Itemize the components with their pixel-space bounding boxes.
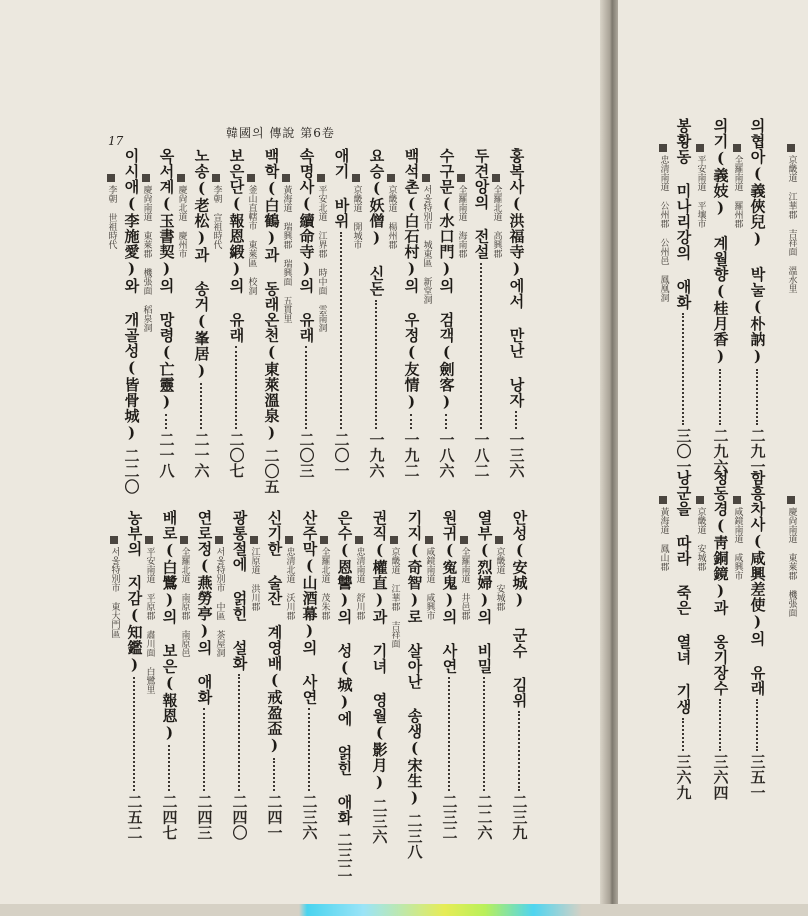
- toc-entry: [260, 148, 282, 495]
- location-text: 慶尙南道 東萊郡 機張面: [786, 507, 797, 617]
- bullet-icon: [696, 144, 704, 152]
- bullet-icon: [425, 536, 433, 544]
- bullet-icon: [285, 536, 293, 544]
- dot-leader: [480, 263, 482, 429]
- entry-page: 二三九: [510, 793, 529, 840]
- dot-leader: [410, 414, 412, 429]
- entry-title: 안성(安城) 군수 김위: [510, 510, 529, 708]
- entry-page: 二四三: [195, 793, 214, 840]
- entry-page: 一三六: [507, 431, 526, 478]
- dot-leader: [719, 699, 721, 751]
- entry-title: 의협아(義俠兒) 박눌(朴訥): [748, 118, 767, 366]
- entry-title: 의기(義妓) 계월향(桂月香): [711, 118, 730, 366]
- entry-page: 二一六: [192, 431, 211, 478]
- location-text: 全羅北道 高興郡: [491, 185, 502, 258]
- toc-entry: [295, 148, 317, 478]
- bullet-icon: [460, 536, 468, 544]
- dot-leader: [238, 674, 240, 791]
- toc-location: [103, 174, 119, 249]
- toc-location: [729, 496, 745, 580]
- entry-page: 二四〇: [230, 793, 249, 840]
- location-text: 黃海道 鳳山郡: [658, 507, 669, 571]
- dot-leader: [203, 708, 205, 791]
- bullet-icon: [492, 174, 500, 182]
- bullet-icon: [320, 536, 328, 544]
- entry-title: 원귀(寃鬼)의 사연: [440, 510, 459, 674]
- dot-leader: [682, 718, 684, 751]
- toc-location: [655, 144, 671, 302]
- toc-location: [783, 144, 799, 293]
- location-text: 京畿道 安城郡: [695, 507, 706, 571]
- location-text: 서울特別市 城東區 新堂洞: [421, 185, 432, 304]
- location-text: 平安南道 平壤市: [695, 155, 706, 228]
- bullet-icon: [390, 536, 398, 544]
- toc-entry: [435, 148, 457, 478]
- bullet-icon: [110, 536, 118, 544]
- bullet-icon: [659, 144, 667, 152]
- dot-leader: [308, 708, 310, 791]
- bullet-icon: [177, 174, 185, 182]
- entry-page: 三〇一: [674, 427, 693, 474]
- entry-page: 二〇五: [262, 448, 281, 495]
- toc-entry: [473, 510, 495, 840]
- entry-title: 열부(烈婦)의 비밀: [475, 510, 494, 674]
- toc-entry: [709, 470, 731, 800]
- location-text: 京畿道 江華郡 吉祥面: [389, 547, 400, 648]
- location-text: 忠淸南道 公州郡 公州邑 鳳凰洞: [658, 155, 669, 302]
- entry-title: 기지(奇智)로 살아난 송생(宋生): [405, 510, 424, 807]
- entry-title: 백석촌(白石村)의 우정(友情): [402, 148, 421, 411]
- bullet-icon: [457, 174, 465, 182]
- toc-entry: [505, 148, 527, 478]
- location-text: 江原道 洪川郡: [249, 547, 260, 611]
- entry-page: 一九二: [402, 431, 421, 478]
- toc-entry: [263, 510, 285, 840]
- location-text: 咸鏡南道 咸興市: [424, 547, 435, 620]
- scan-color-strip: [0, 904, 808, 916]
- toc-entry: [228, 510, 250, 840]
- toc-entry: [330, 148, 352, 478]
- dot-leader: [165, 414, 167, 429]
- entry-title: 백학(白鶴)과 동래온천(東萊溫泉): [262, 148, 281, 442]
- toc-entry: [746, 470, 768, 800]
- toc-entry: [403, 510, 425, 860]
- bullet-icon: [250, 536, 258, 544]
- toc-location: [692, 496, 708, 571]
- entry-page: 二三二: [440, 793, 459, 840]
- location-text: 全羅南道 羅州郡: [732, 155, 743, 228]
- bullet-icon: [355, 536, 363, 544]
- dot-leader: [719, 369, 721, 425]
- bullet-icon: [696, 496, 704, 504]
- bullet-icon: [180, 536, 188, 544]
- entry-title: 옥서계(玉書契)의 망령(亡靈): [157, 148, 176, 411]
- location-text: 全羅南道 海南郡: [456, 185, 467, 258]
- dot-leader: [448, 677, 450, 791]
- bullet-icon: [733, 496, 741, 504]
- entry-title: 농부의 지감(知鑑): [125, 510, 144, 674]
- entry-page: 一八二: [472, 431, 491, 478]
- dot-leader: [235, 346, 237, 429]
- bullet-icon: [787, 496, 795, 504]
- entry-title: 이시애(李施愛)와 개골성(皆骨城): [122, 148, 141, 442]
- toc-entry: [333, 510, 355, 878]
- bullet-icon: [317, 174, 325, 182]
- dot-leader: [340, 232, 342, 429]
- entry-page: 二五二: [125, 793, 144, 840]
- dot-leader: [133, 677, 135, 791]
- location-text: 釜山直轄市 東萊區 校洞: [246, 185, 257, 295]
- toc-entry: [225, 148, 247, 478]
- entry-page: 二三二: [335, 831, 354, 878]
- dot-leader: [305, 346, 307, 429]
- location-text: 慶尙南道 東萊郡 機張面 稻泉洞: [141, 185, 152, 332]
- entry-title: 요승(妖僧) 신돈: [367, 148, 386, 297]
- bullet-icon: [215, 536, 223, 544]
- toc-entry: [672, 118, 694, 474]
- entry-title: 봉황동 미나리강의 애화: [674, 118, 693, 310]
- location-text: 全羅南道 井邑郡: [459, 547, 470, 620]
- location-text: 黃海道 瑞興郡 瑞興面 五貫里: [281, 185, 292, 323]
- dot-leader: [273, 758, 275, 791]
- toc-location: [692, 144, 708, 228]
- entry-title: 산주막(山酒幕)의 사연: [300, 510, 319, 705]
- toc-location: [729, 144, 745, 228]
- bullet-icon: [142, 174, 150, 182]
- entry-title: 홍복사(洪福寺)에서 만난 낭자: [507, 148, 526, 408]
- location-text: 京畿道 楊州郡: [386, 185, 397, 249]
- bullet-icon: [247, 174, 255, 182]
- entry-page: 二九一: [748, 427, 767, 474]
- bullet-icon: [212, 174, 220, 182]
- toc-entry: [746, 118, 768, 474]
- location-text: 平安北道 江界郡 時中面 雲南洞: [316, 185, 327, 332]
- toc-entry: [438, 510, 460, 840]
- location-text: 平安南道 平原郡 肅川面 白鷺里: [144, 547, 155, 694]
- dot-leader: [200, 383, 202, 429]
- bullet-icon: [659, 496, 667, 504]
- entry-page: 二〇七: [227, 431, 246, 478]
- entry-title: 연로정(燕勞亭)의 애화: [195, 510, 214, 705]
- entry-title: 보은단(報恩緞)의 유래: [227, 148, 246, 343]
- entry-title: 광통절에 얽힌 설화: [230, 510, 249, 671]
- entry-page: 二四七: [160, 793, 179, 840]
- bullet-icon: [422, 174, 430, 182]
- entry-title: 함흥차사(咸興差使)의 유래: [748, 470, 767, 696]
- toc-entry: [193, 510, 215, 840]
- location-text: 서울特別市 中區 茶屋洞: [214, 547, 225, 657]
- entry-page: 三六九: [674, 753, 693, 800]
- entry-title: 애기 바위: [332, 148, 351, 229]
- location-text: 咸鏡南道 咸興市: [732, 507, 743, 580]
- toc-location: [655, 496, 671, 571]
- toc-entry: [158, 510, 180, 840]
- toc-entry: [368, 510, 390, 844]
- entry-title: 신기한 술잔 계영배(戒盈盃): [265, 510, 284, 755]
- bullet-icon: [733, 144, 741, 152]
- entry-page: 三五一: [748, 753, 767, 800]
- toc-entry: [709, 118, 731, 474]
- dot-leader: [483, 677, 485, 791]
- location-text: 慶尙北道 慶州市: [176, 185, 187, 258]
- entry-page: 二二〇: [122, 448, 141, 495]
- entry-page: 二九六: [711, 427, 730, 474]
- bullet-icon: [387, 174, 395, 182]
- entry-page: 二三六: [370, 797, 389, 844]
- entry-page: 二〇一: [332, 431, 351, 478]
- dot-leader: [515, 411, 517, 429]
- toc-entry: [365, 148, 387, 478]
- location-text: 李朝 世祖時代: [106, 185, 117, 249]
- toc-entry: [190, 148, 212, 478]
- toc-entry: [155, 148, 177, 478]
- entry-page: 二一八: [157, 431, 176, 478]
- bullet-icon: [495, 536, 503, 544]
- dot-leader: [682, 313, 684, 425]
- entry-page: 二三八: [405, 813, 424, 860]
- entry-title: 노송(老松)과 송거(峯居): [192, 148, 211, 380]
- running-head: 韓國의 傳說 第6卷: [226, 126, 335, 140]
- bullet-icon: [145, 536, 153, 544]
- entry-title: 청동경(靑銅鏡)과 옹기장수: [711, 470, 730, 696]
- toc-entry: [298, 510, 320, 840]
- entry-page: 一八六: [437, 431, 456, 478]
- dot-leader: [756, 369, 758, 425]
- entry-page: 二〇三: [297, 431, 316, 478]
- dot-leader: [375, 300, 377, 429]
- entry-title: 수구문(水口門)의 검객(劍客): [437, 148, 456, 411]
- bullet-icon: [352, 174, 360, 182]
- entry-page: 二二六: [475, 793, 494, 840]
- toc-entry: [672, 470, 694, 800]
- dot-leader: [518, 711, 520, 791]
- bullet-icon: [107, 174, 115, 182]
- location-text: 京畿道 江華郡 吉祥面 溫水里: [786, 155, 797, 293]
- location-text: 서울特別市 東大門區: [109, 547, 120, 638]
- entry-page: 二四一: [265, 793, 284, 840]
- dot-leader: [168, 745, 170, 791]
- page-number: 17: [108, 134, 124, 148]
- toc-entry: [123, 510, 145, 840]
- toc-location: [783, 496, 799, 617]
- entry-title: 권직(權直)과 기녀 영월(影月): [370, 510, 389, 792]
- location-text: 忠淸北道 沃川郡: [284, 547, 295, 620]
- bullet-icon: [787, 144, 795, 152]
- location-text: 全羅北道 茂朱郡: [319, 547, 330, 620]
- entry-title: 속명사(續命寺)의 유래: [297, 148, 316, 343]
- toc-location: [106, 536, 122, 638]
- entry-page: 一九六: [367, 431, 386, 478]
- entry-title: 은수(恩讐)의 성(城)에 얽힌 애화: [335, 510, 354, 826]
- toc-entry: [120, 148, 142, 495]
- dot-leader: [445, 414, 447, 429]
- entry-page: 二三六: [300, 793, 319, 840]
- toc-entry: [400, 148, 422, 478]
- entry-title: 낭군을 따라 죽은 열녀 기생: [674, 470, 693, 715]
- location-text: 忠淸南道 舒川郡: [354, 547, 365, 620]
- bullet-icon: [282, 174, 290, 182]
- location-text: 全羅北道 南原郡 南原邑: [179, 547, 190, 657]
- location-text: 李朝 宣祖時代: [211, 185, 222, 249]
- toc-entry: [470, 148, 492, 478]
- entry-page: 三六四: [711, 753, 730, 800]
- location-text: 京畿道 安城郡: [494, 547, 505, 611]
- dot-leader: [756, 699, 758, 751]
- toc-entry: [508, 510, 530, 840]
- entry-title: 배로(白鷺)의 보은(報恩): [160, 510, 179, 742]
- location-text: 京畿道 開城市: [351, 185, 362, 249]
- entry-title: 두견앙의 전설: [472, 148, 491, 260]
